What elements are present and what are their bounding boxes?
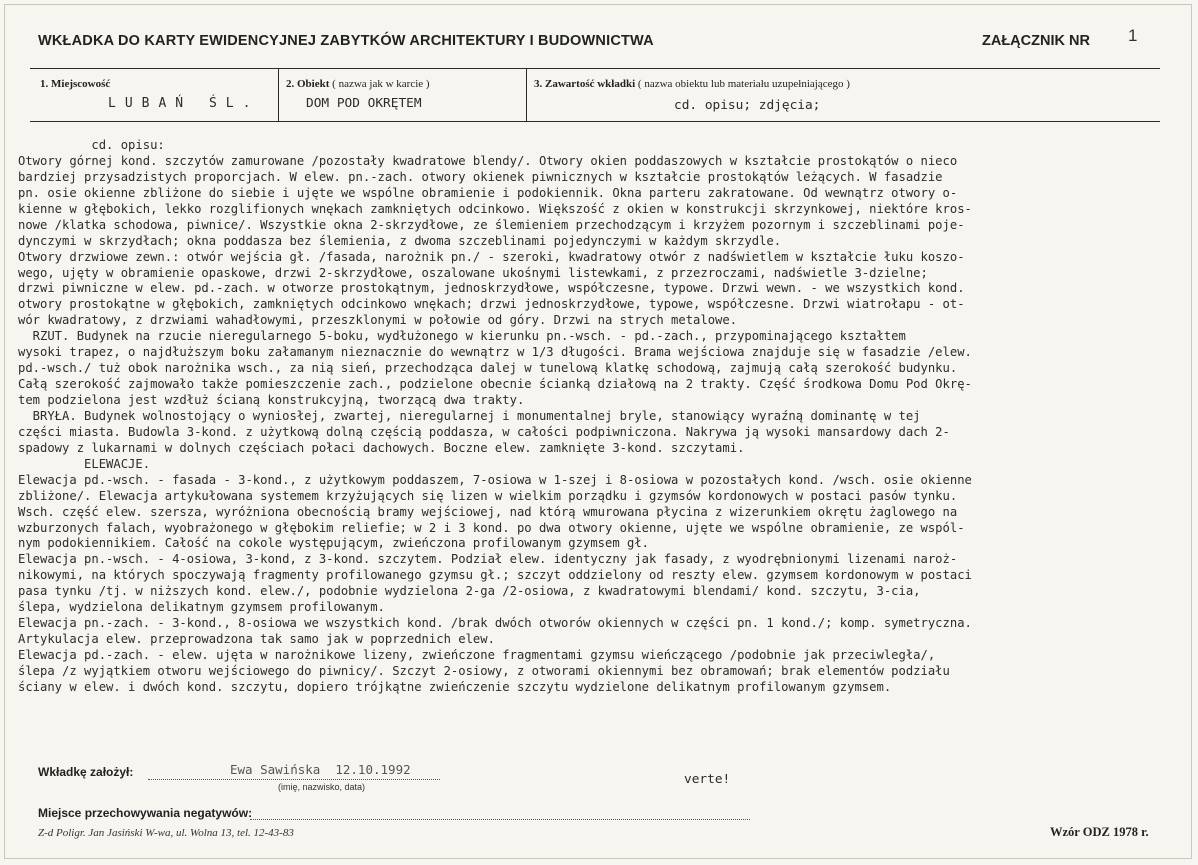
- header-bottom-rule: [30, 121, 1160, 122]
- verte-note: verte!: [684, 772, 731, 787]
- text-line: Elewacja pn.-wsch. - 4-osiowa, 3-kond, z 3-kond. szczytem. Podział elew. identyczny jak fasady, z wyodrębnionymi lizenami naroż-: [18, 552, 958, 567]
- text-line: pn. osie okienne zbliżone do siebie i ujęte we wspólne obramienie i podokiennik. Okna parteru zakratowane. Od wewnątrz otwory o-: [18, 185, 958, 200]
- author-label: Wkładkę założył:: [38, 765, 134, 779]
- attachment-label: ZAŁĄCZNIK NR: [982, 33, 1090, 49]
- text-line: Otwory górnej kond. szczytów zamurowane /pozostały kwadratowe blendy/. Otwory okien poddaszowych w kształcie prostokątów o nieco: [18, 153, 958, 168]
- content-value: cd. opisu; zdjęcia;: [674, 98, 821, 113]
- text-line: tem podzielona jest wzdłuż ścianą konstrukcyjną, tworzącą dwa trakty.: [18, 393, 525, 407]
- form-title: WKŁADKA DO KARTY EWIDENCYJNEJ ZABYTKÓW ARCHITEKTURY I BUDOWNICTWA: [38, 33, 654, 49]
- text-line: kienne w głębokich, lekko rozglifionych wnękach zamkniętych odcinkowo. Większość z okien w konstrukcji skrzynkowej, niektóre kros-: [18, 201, 972, 216]
- text-line: nowe /klatka schodowa, piwnice/. Wszystkie okna 2-skrzydłowe, ze ślemieniem przechodzącym i krzyżem pozornym i szczeblinami poje-: [18, 217, 965, 232]
- text-line: pasa tynku /tj. w niższych kond. elew./, podobnie wydzielona 2-ga /2-osiowa, z kwadratowymi blendami/ kond. szczytu, 3-cia,: [18, 584, 921, 599]
- text-line: RZUT. Budynek na rzucie nieregularnego 5-boku, wydłużonego w kierunku pn.-wsch. - pd.-zach., przypominającego kształtem: [18, 329, 906, 344]
- text-line: ELEWACJE.: [18, 456, 151, 471]
- text-line: ślepa, wydzielona delikatnym gzymsem profilowanym.: [18, 600, 385, 615]
- attachment-number: 1: [1128, 26, 1138, 45]
- text-line: cd. opisu:: [18, 138, 165, 152]
- locality-value: LUBAŃ ŚL.: [108, 96, 260, 111]
- text-line: bardziej przysadzistych proporcjach. W elew. pn.-zach. otwory okienek piwnicznych w kształcie prostokątów leżących. W fasadzie: [18, 169, 943, 184]
- text-line: ślepa /z wyjątkiem otworu wejściowego do piwnicy/. Szczyt 2-osiowy, z otworami okiennymi bez obramowań; brak elementów podziału: [18, 663, 950, 678]
- text-line: Wsch. część elew. szersza, wyróżniona obecnością bramy wejściowej, nad którą wmurowana płycina z wizerunkiem okrętu żaglowego na: [18, 504, 958, 519]
- form-code: Wzór ODZ 1978 r.: [1050, 825, 1149, 839]
- author-value: Ewa Sawińska 12.10.1992: [230, 762, 411, 777]
- object-label: 2. Obiekt ( nazwa jak w karcie ): [286, 78, 430, 90]
- text-line: BRYŁA. Budynek wolnostojący o wyniosłej, zwartej, nieregularnej i monumentalnej bryle, stanowiący wyraźną dominantę w tej: [18, 408, 921, 423]
- object-value: DOM POD OKRĘTEM: [306, 96, 422, 111]
- text-line: części miasta. Budowla 3-kond. z użytkową dolną częścią poddasza, w całości podpiwniczona. Nakrywa ją wysoki mansardowy dach 2-: [18, 424, 950, 439]
- text-line: dynczymi w skrzydłach; okna poddasza bez ślemienia, z dwoma szczeblinami pojedynczymi w każdym skrzydle.: [18, 233, 782, 248]
- text-line: ściany w elew. i dwóch kond. szczytu, dopiero trójkątne zwieńczenie szczytu wydzielone delikatnym profilowanym gzymsem.: [18, 679, 892, 694]
- printer-imprint: Z-d Poligr. Jan Jasiński W-wa, ul. Wolna 13, tel. 12-43-83: [38, 827, 294, 839]
- text-line: spadowy z lukarnami w dolnych częściach połaci dachowych. Boczne elew. zamknięte 3-kond. szczytami.: [18, 440, 745, 455]
- text-line: pd.-wsch./ tuż obok narożnika wsch., za nią sień, przechodząca dalej w tunelową klatkę schodową, zajmują całą szerokość budynku.: [18, 361, 958, 376]
- text-line: otwory prostokątne w głębokich, zamkniętych odcinkowo wnękach; drzwi jednoskrzydłowe, typowe, współczesne. Drzwi wiatrołapu - ot-: [18, 297, 965, 312]
- field-divider-1: [278, 69, 279, 121]
- text-line: zbliżone/. Elewacja artykułowana systemem krzyżujących się lizen w wielkim porządku i gzymsów kordonowych w postaci pasów tynku.: [18, 488, 958, 503]
- text-line: wór kwadratowy, z drzwiami wahadłowymi, przeszklonymi w połowie od góry. Drzwi na strych metalowe.: [18, 313, 738, 328]
- text-line: drzwi piwniczne w elew. pd.-zach. w otworze prostokątnym, jednoskrzydłowe, współczesne, typowe. Drzwi wewn. - we wszystkich kond.: [18, 281, 965, 296]
- typed-description: [18, 138, 1178, 696]
- negatives-dotted-line: [250, 819, 750, 820]
- text-line: wzburzonych falach, wyobrażonego w głębokim reliefie; w 2 i 3 kond. po dwa otwory okienne, ujęte we wspólne obramienie, ze wspól-: [18, 520, 965, 535]
- text-line: Elewacja pd.-zach. - elew. ujęta w narożnikowe lizeny, zwieńczone fragmentami gzymsu wieńczącego /podobnie jak przeciwległa/,: [18, 648, 936, 662]
- text-line: nikowymi, na których spoczywają fragmenty profilowanego gzymsu gł.; szczyt oddzielony od reszty elew. gzymsem kordonowym w postaci: [18, 568, 972, 583]
- field-divider-2: [526, 69, 527, 121]
- text-line: nym podokiennikiem. Całość na cokole występującym, zwieńczona profilowanym gzymsem gł.: [18, 536, 650, 551]
- negatives-label: Miejsce przechowywania negatywów:: [38, 806, 253, 820]
- text-line: wysoki trapez, o najdłuższym boku załamanym nieznacznie do wewnątrz w 1/3 długości. Brama wejściowa znajduje się w fasadzie /elew.: [18, 345, 972, 360]
- locality-label: 1. Miejscowość: [40, 78, 111, 90]
- content-label: 3. Zawartość wkładki ( nazwa obiektu lub materiału uzupełniającego ): [534, 78, 850, 90]
- header-top-rule: [30, 68, 1160, 69]
- text-line: Elewacja pd.-wsch. - fasada - 3-kond., z użytkowym poddaszem, 7-osiowa w 1-szej i 8-osiowa w pozostałych kond. /wsch. osie okienne: [18, 472, 972, 487]
- author-dotted-line: [148, 779, 440, 780]
- text-line: Otwory drzwiowe zewn.: otwór wejścia gł. /fasada, narożnik pn./ - szeroki, kwadratowy otwór z nadświetlem w kształcie łuku koszo-: [18, 249, 965, 264]
- author-caption: (imię, nazwisko, data): [278, 782, 366, 792]
- text-line: Całą szerokość zajmowało także pomieszczenie zach., podzielone obecnie ścianką działową na 2 trakty. Część środkowa Domu Pod Okrę-: [18, 377, 972, 392]
- text-line: wego, ujęty w obramienie opaskowe, drzwi 2-skrzydłowe, oszalowane ukośnymi listewkami, z przezroczami, nadświetle 3-dzielne;: [18, 265, 928, 280]
- text-line: Artykulacja elew. przeprowadzona tak samo jak w poprzednich elew.: [18, 632, 495, 647]
- text-line: Elewacja pn.-zach. - 3-kond., 8-osiowa we wszystkich kond. /brak dwóch otworów okiennych w części pn. 1 kond./; komp. symetryczna.: [18, 616, 972, 631]
